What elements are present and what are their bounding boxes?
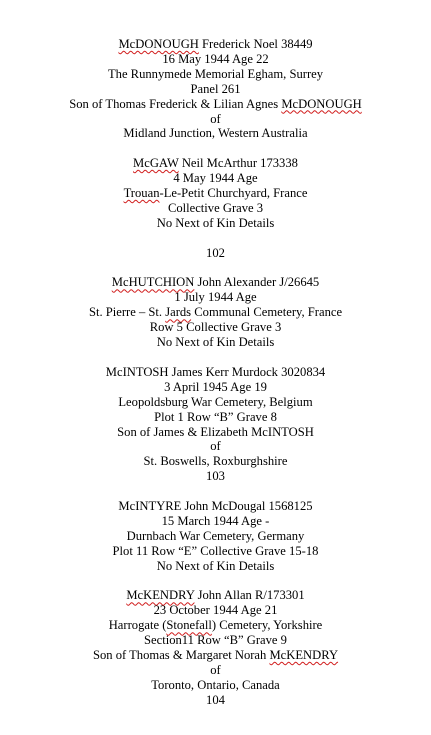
entry-location: Panel 261 — [190, 81, 241, 96]
entry-surname: McGAW — [133, 156, 179, 171]
entry-surname: McHUTCHION — [111, 275, 195, 290]
entry-given-names: Frederick Noel 38449 — [198, 37, 313, 51]
entry-place — [0, 618, 431, 633]
entry-surname: McKENDRY — [126, 588, 195, 603]
entry-date: 1 July 1944 Age — [174, 290, 257, 305]
entry-home: Toronto, Ontario, Canada — [151, 677, 280, 692]
entry-date: 16 May 1944 Age 22 — [162, 51, 269, 66]
entry-mcdonough — [0, 37, 431, 141]
entry-home: St. Boswells, Roxburghshire — [143, 454, 288, 469]
entry-name-line: McINTOSH James Kerr Murdock 3020834 — [105, 364, 326, 379]
entry-kin-surname: McKENDRY — [269, 648, 339, 663]
entry-place: Leopoldsburg War Cemetery, Belgium — [118, 394, 313, 409]
entry-kin-surname: McDONOUGH — [281, 96, 362, 111]
entry-kin: Son of James & Elizabeth McINTOSH — [117, 424, 314, 439]
entry-of: of — [210, 439, 221, 454]
entry-given-names: Neil McArthur 173338 — [178, 156, 298, 171]
page-number-block — [0, 246, 431, 261]
entry-kin — [0, 97, 431, 112]
entry-mckendry — [0, 588, 431, 707]
entry-place — [0, 186, 431, 201]
entry-location: Plot 11 Row “E” Collective Grave 15-18 — [112, 543, 319, 558]
entry-of: of — [210, 111, 221, 126]
entry-place-rest: -Le-Petit Churchyard, France — [159, 186, 308, 201]
entry-given-names: John Allan R/173301 — [194, 588, 305, 603]
entry-name-line — [0, 275, 431, 290]
entry-kin — [0, 648, 431, 663]
entry-kin: No Next of Kin Details — [156, 558, 275, 573]
entry-name-line — [0, 156, 431, 171]
entry-place-misspelled: Jards — [165, 305, 192, 320]
entry-mcintyre — [0, 499, 431, 574]
entry-place-misspelled: Stonefall — [166, 618, 212, 633]
entry-surname: McDONOUGH — [118, 37, 199, 51]
entry-place — [0, 305, 431, 320]
document-page — [0, 37, 431, 708]
entry-home: Midland Junction, Western Australia — [123, 126, 308, 141]
page-number: 102 — [206, 245, 225, 260]
entry-name-line — [0, 588, 431, 603]
entry-date: 3 April 1945 Age 19 — [164, 379, 267, 394]
entry-of: of — [210, 662, 221, 677]
entry-date: 23 October 1944 Age 21 — [153, 603, 278, 618]
entry-location: Row 5 Collective Grave 3 — [149, 320, 282, 335]
entry-given-names: John Alexander J/26645 — [194, 275, 320, 290]
entry-place-post: Communal Cemetery, France — [191, 305, 343, 320]
entry-mchutchion — [0, 275, 431, 350]
entry-place-post: ) Cemetery, Yorkshire — [211, 618, 323, 633]
entry-place-pre: St. Pierre – St. — [88, 305, 166, 320]
entry-location: Section11 Row “B” Grave 9 — [144, 633, 287, 648]
entry-place-pre: Harrogate ( — [108, 618, 167, 633]
entry-kin: No Next of Kin Details — [156, 215, 275, 230]
entry-name-line: McINTYRE John McDougal 1568125 — [118, 499, 313, 514]
entry-kin-text: Son of Thomas Frederick & Lilian Agnes — [69, 96, 282, 111]
entry-mcgaw — [0, 156, 431, 231]
entry-kin: No Next of Kin Details — [156, 335, 275, 350]
page-number: 103 — [206, 469, 225, 484]
entry-name-line — [0, 37, 431, 52]
entry-location: Plot 1 Row “B” Grave 8 — [154, 409, 277, 424]
entry-mcintosh — [0, 365, 431, 484]
entry-kin-text: Son of Thomas & Margaret Norah — [92, 648, 270, 663]
entry-date: 15 March 1944 Age - — [161, 513, 270, 528]
entry-date: 4 May 1944 Age — [173, 171, 258, 186]
entry-place: Durnbach War Cemetery, Germany — [126, 528, 305, 543]
entry-place: The Runnymede Memorial Egham, Surrey — [107, 66, 324, 81]
entry-location: Collective Grave 3 — [167, 200, 264, 215]
page-number: 104 — [206, 692, 225, 707]
entry-place-misspelled: Trouan — [123, 186, 160, 201]
